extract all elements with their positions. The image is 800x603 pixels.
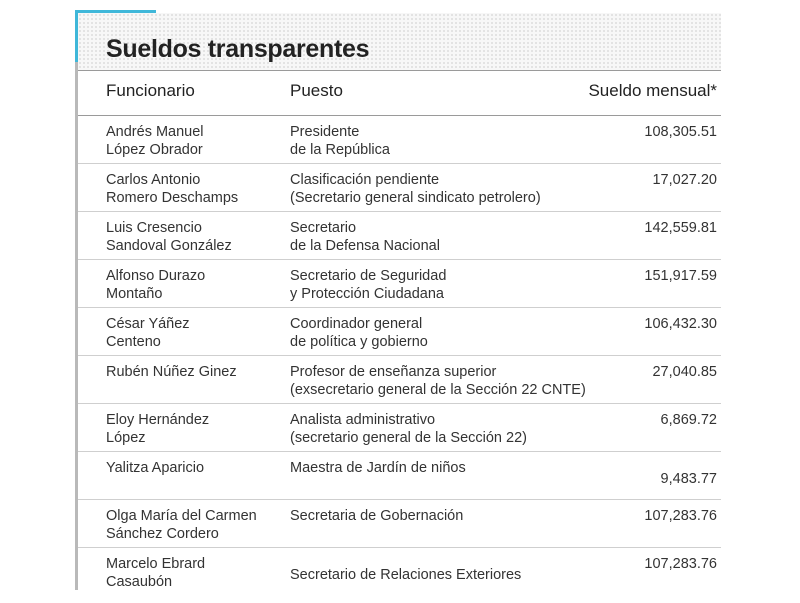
cell-funcionario: Eloy Hernández López: [106, 412, 210, 446]
cell-sueldo: 107,283.76: [644, 508, 717, 524]
cell-puesto: Presidente de la República: [290, 124, 390, 158]
page-title: Sueldos transparentes: [106, 35, 370, 63]
cell-puesto: Secretario de Relaciones Exteriores: [290, 567, 522, 583]
cell-funcionario: Yalitza Aparicio: [106, 460, 205, 476]
cell-funcionario: Carlos Antonio Romero Deschamps: [106, 172, 239, 206]
cell-sueldo: 6,869.72: [660, 412, 717, 428]
table-row: [78, 452, 721, 500]
table-header: [78, 70, 721, 116]
cell-sueldo: 107,283.76: [644, 556, 717, 572]
cell-funcionario: Andrés Manuel López Obrador: [106, 124, 204, 158]
cell-sueldo: 27,040.85: [652, 364, 717, 380]
table-row: [78, 260, 721, 308]
cell-puesto: Coordinador general de política y gobierno: [290, 316, 428, 350]
cell-funcionario: Luis Cresencio Sandoval González: [106, 220, 232, 254]
table-row: [78, 500, 721, 548]
cell-funcionario: Alfonso Durazo Montaño: [106, 268, 206, 302]
cell-sueldo: 142,559.81: [644, 220, 717, 236]
cell-sueldo: 9,483.77: [660, 471, 717, 487]
cell-puesto: Secretario de Seguridad y Protección Ciudadana: [290, 268, 447, 302]
cell-puesto: Secretario de la Defensa Nacional: [290, 220, 440, 254]
table-row: [78, 548, 721, 603]
title-band: [78, 13, 721, 70]
cell-puesto: Profesor de enseñanza superior (exsecretario general de la Sección 22 CNTE): [290, 364, 586, 398]
table-row: [78, 356, 721, 404]
cell-sueldo: 106,432.30: [644, 316, 717, 332]
cell-puesto: Secretaria de Gobernación: [290, 508, 464, 524]
cell-sueldo: 17,027.20: [652, 172, 717, 188]
cell-sueldo: 151,917.59: [644, 268, 717, 284]
cell-funcionario: Marcelo Ebrard Casaubón: [106, 556, 206, 590]
cell-puesto: Maestra de Jardín de niños: [290, 460, 466, 476]
table-body: [78, 116, 721, 603]
column-header-puesto: Puesto: [290, 81, 343, 100]
table-row: [78, 308, 721, 356]
table-row: [78, 404, 721, 452]
table-row: [78, 164, 721, 212]
column-header-funcionario: Funcionario: [106, 81, 195, 100]
table-row: [78, 212, 721, 260]
cell-funcionario: Rubén Núñez Ginez: [106, 364, 237, 380]
cell-puesto: Clasificación pendiente (Secretario general sindicato petrolero): [290, 172, 541, 206]
cell-funcionario: Olga María del Carmen Sánchez Cordero: [106, 508, 257, 542]
cell-funcionario: César Yáñez Centeno: [106, 316, 190, 350]
salary-table-card: [75, 10, 721, 590]
table-row: [78, 116, 721, 164]
cell-sueldo: 108,305.51: [644, 124, 717, 140]
column-header-sueldo: Sueldo mensual*: [588, 81, 717, 100]
cell-puesto: Analista administrativo (secretario general de la Sección 22): [290, 412, 527, 446]
